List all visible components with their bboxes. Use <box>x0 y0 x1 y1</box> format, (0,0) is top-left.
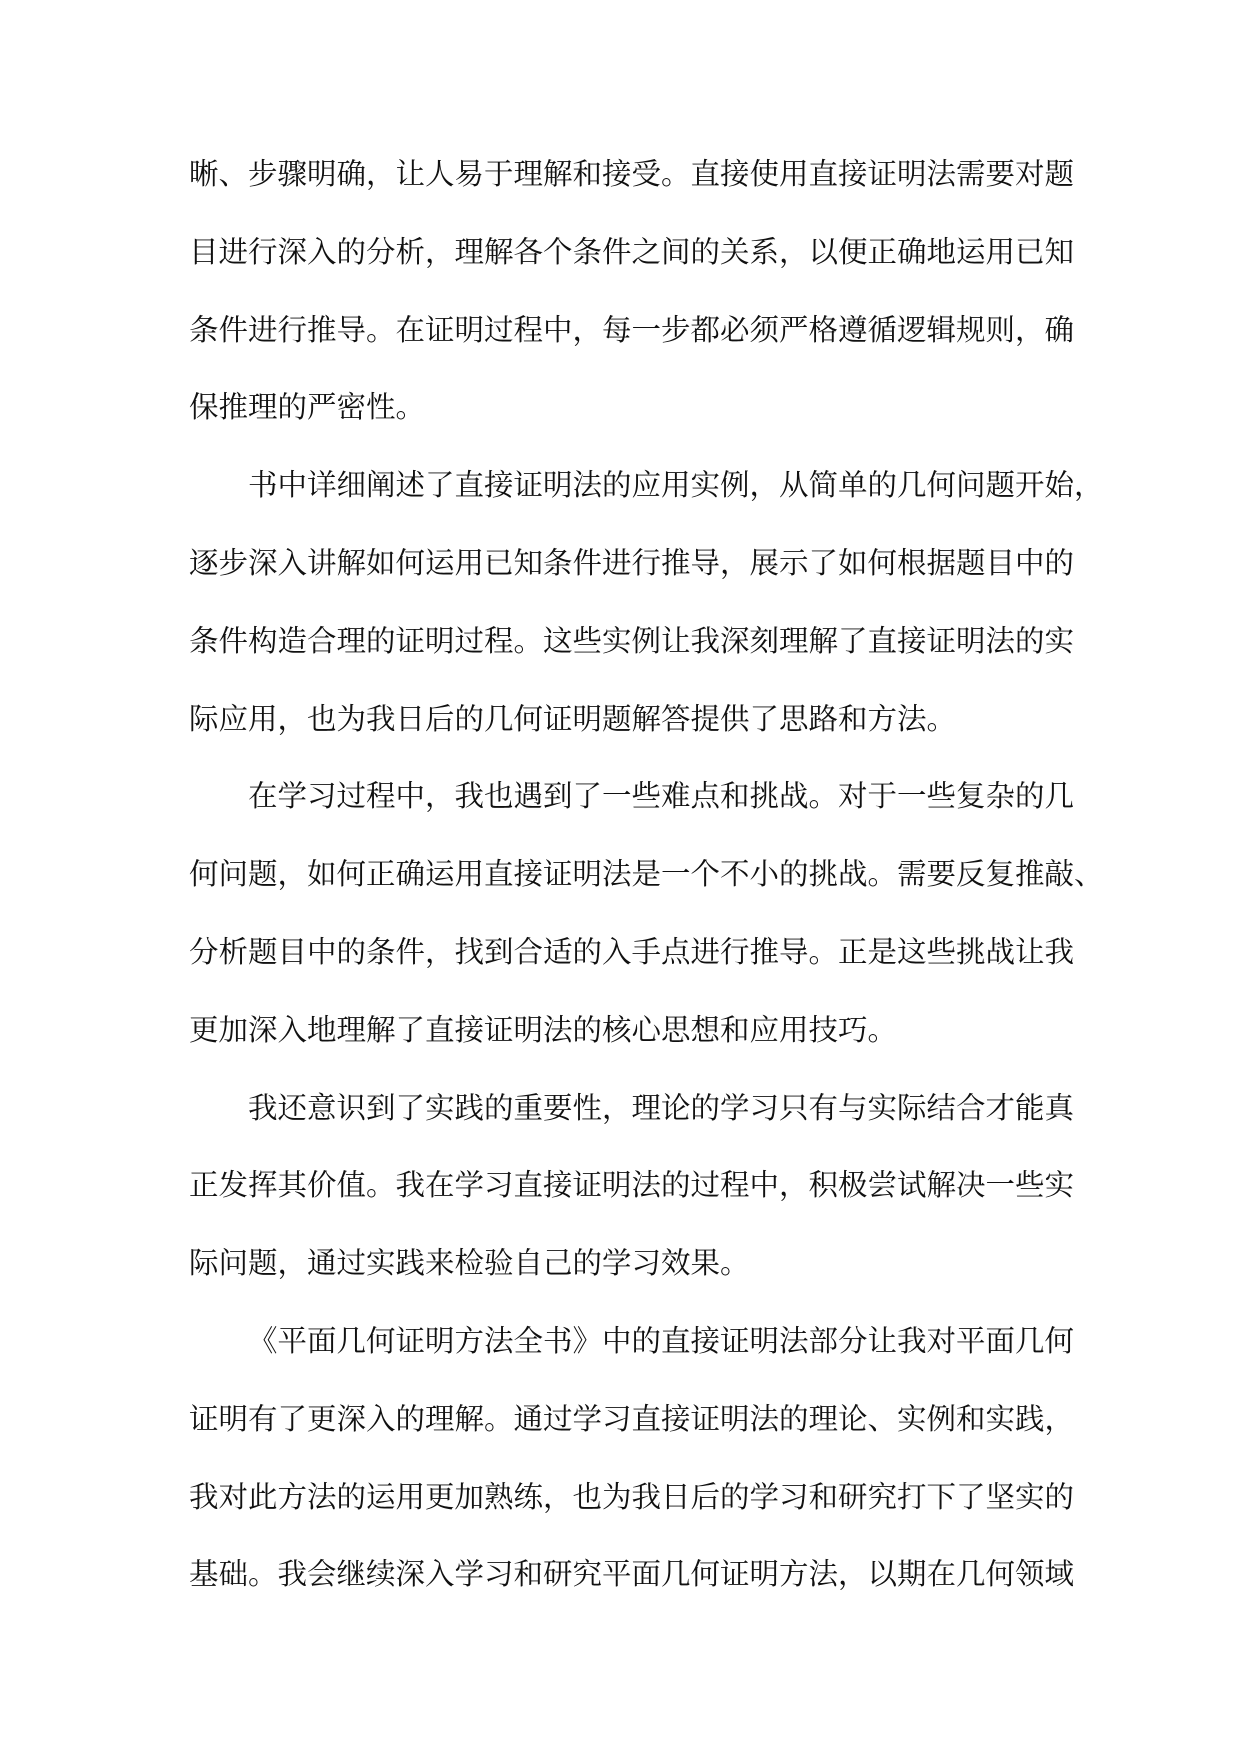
text-line: 基础。我会继续深入学习和研究平面几何证明方法，以期在几何领域 <box>189 1557 1075 1592</box>
paragraph-first-line: 《平面几何证明方法全书》中的直接证明法部分让我对平面几何 <box>248 1323 1075 1358</box>
text-line: 条件构造合理的证明过程。这些实例让我深刻理解了直接证明法的实 <box>189 623 1075 658</box>
text-line: 何问题，如何正确运用直接证明法是一个不小的挑战。需要反复推敲、 <box>189 857 1104 892</box>
text-line: 我对此方法的运用更加熟练，也为我日后的学习和研究打下了坚实的 <box>189 1479 1075 1514</box>
paragraph-first-line: 书中详细阐述了直接证明法的应用实例，从简单的几何问题开始， <box>248 468 1104 503</box>
text-line: 条件进行推导。在证明过程中，每一步都必须严格遵循逻辑规则，确 <box>189 312 1075 347</box>
paragraph-first-line: 我还意识到了实践的重要性，理论的学习只有与实际结合才能真 <box>248 1090 1075 1125</box>
text-line: 逐步深入讲解如何运用已知条件进行推导，展示了如何根据题目中的 <box>189 545 1075 580</box>
text-line: 保推理的严密性。 <box>189 390 426 425</box>
text-line: 分析题目中的条件，找到合适的入手点进行推导。正是这些挑战让我 <box>189 934 1075 969</box>
text-line: 更加深入地理解了直接证明法的核心思想和应用技巧。 <box>189 1012 898 1047</box>
text-line: 证明有了更深入的理解。通过学习直接证明法的理论、实例和实践， <box>189 1401 1075 1436</box>
text-line: 际应用，也为我日后的几何证明题解答提供了思路和方法。 <box>189 701 957 736</box>
text-line: 际问题，通过实践来检验自己的学习效果。 <box>189 1246 750 1281</box>
text-line: 目进行深入的分析，理解各个条件之间的关系，以便正确地运用已知 <box>189 234 1075 269</box>
paragraph-first-line: 在学习过程中，我也遇到了一些难点和挑战。对于一些复杂的几 <box>248 779 1075 814</box>
text-line: 正发挥其价值。我在学习直接证明法的过程中，积极尝试解决一些实 <box>189 1168 1075 1203</box>
text-line: 晰、步骤明确，让人易于理解和接受。直接使用直接证明法需要对题 <box>189 157 1075 191</box>
body-text <box>189 136 1104 1614</box>
